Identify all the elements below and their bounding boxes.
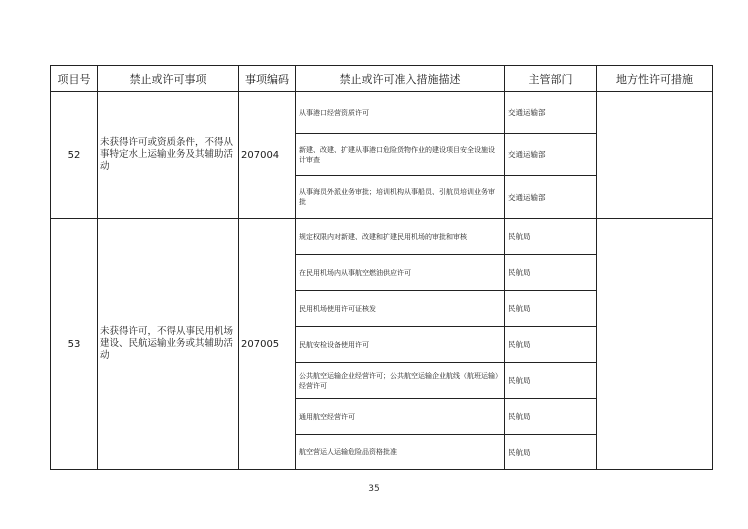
measure-description: 规定权限内对新建、改建和扩建民用机场的审批和审核 (296, 219, 505, 255)
header-local-measures: 地方性许可措施 (597, 66, 713, 92)
local-measures-cell (597, 219, 713, 470)
department: 民航局 (505, 255, 597, 291)
measure-description: 公共航空运输企业经营许可；公共航空运输企业航线（航班运输）经营许可 (296, 363, 505, 399)
header-item-number: 项目号 (51, 66, 98, 92)
department: 交通运输部 (505, 92, 597, 134)
item-number: 52 (51, 92, 98, 219)
measure-description: 从事港口经营资质许可 (296, 92, 505, 134)
department: 民航局 (505, 327, 597, 363)
table-row (51, 219, 713, 255)
item-name: 未获得许可或资质条件，不得从事特定水上运输业务及其辅助活动 (98, 92, 239, 219)
measure-description: 新建、改建、扩建从事港口危险货物作业的建设项目安全设施设计审查 (296, 134, 505, 176)
local-measures-cell (597, 92, 713, 219)
measure-description: 航空营运人运输危险品资格批准 (296, 435, 505, 470)
item-number: 53 (51, 219, 98, 470)
measure-description: 在民用机场内从事航空燃油供应许可 (296, 255, 505, 291)
department: 民航局 (505, 291, 597, 327)
department: 民航局 (505, 399, 597, 435)
item-code: 207005 (239, 219, 296, 470)
department: 民航局 (505, 435, 597, 470)
measure-description: 从事海员外派业务审批；培训机构从事船员、引航员培训业务审批 (296, 176, 505, 219)
measure-description: 通用航空经营许可 (296, 399, 505, 435)
permit-table (50, 65, 713, 470)
header-item-name: 禁止或许可事项 (98, 66, 239, 92)
header-department: 主管部门 (505, 66, 597, 92)
table-header-row (51, 66, 713, 92)
item-code: 207004 (239, 92, 296, 219)
department: 交通运输部 (505, 134, 597, 176)
header-item-code: 事项编码 (239, 66, 296, 92)
table-row (51, 92, 713, 134)
department: 民航局 (505, 219, 597, 255)
measure-description: 民航安检设备使用许可 (296, 327, 505, 363)
measure-description: 民用机场使用许可证核发 (296, 291, 505, 327)
header-measure-description: 禁止或许可准入措施描述 (296, 66, 505, 92)
department: 民航局 (505, 363, 597, 399)
page-number: 35 (368, 484, 380, 494)
item-name: 未获得许可，不得从事民用机场建设、民航运输业务或其辅助活动 (98, 219, 239, 470)
department: 交通运输部 (505, 176, 597, 219)
